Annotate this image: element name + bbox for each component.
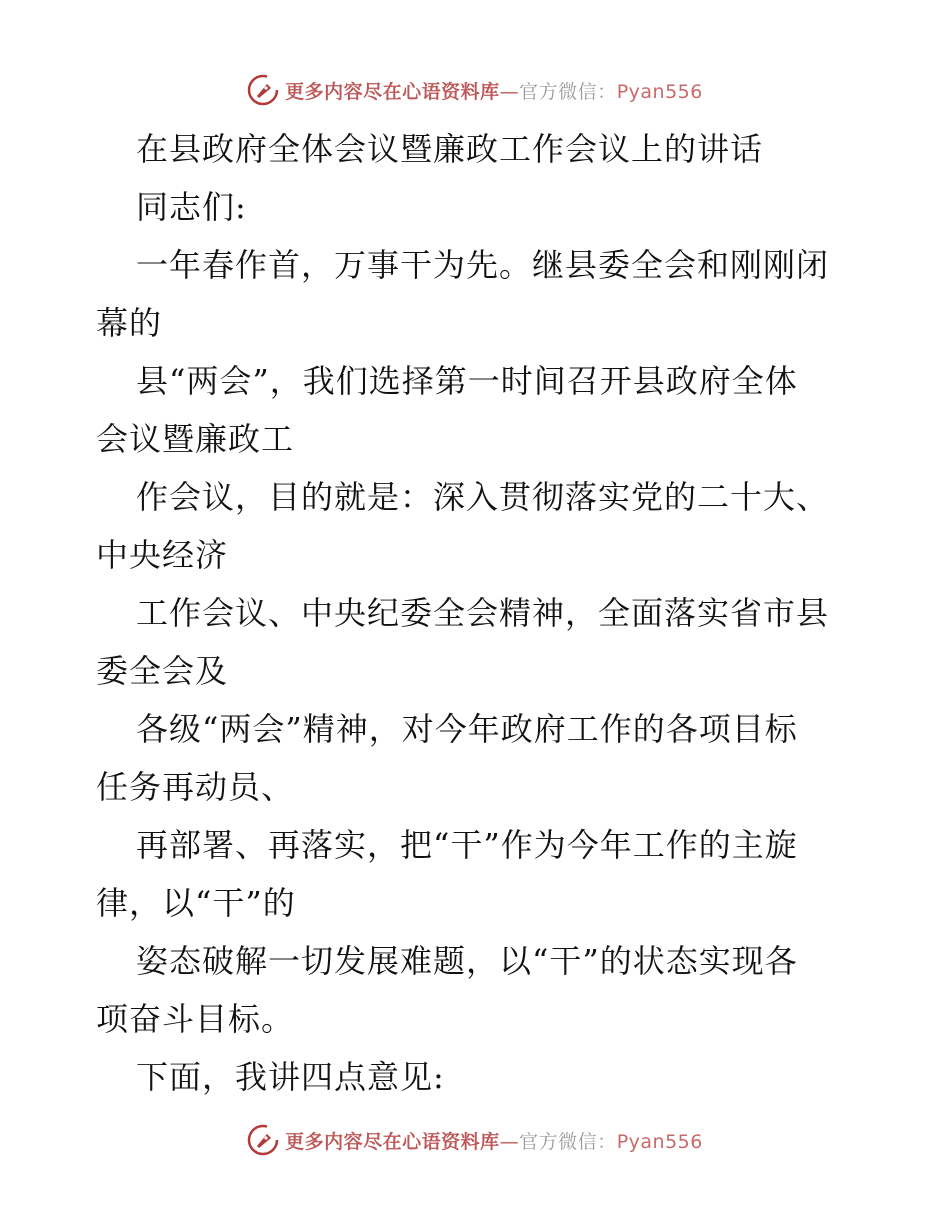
watermark-account: Pyan556 xyxy=(616,1130,703,1153)
watermark-row xyxy=(247,74,703,106)
pen-nib-logo-icon xyxy=(247,74,279,106)
watermark-wechat-label: 官方微信： xyxy=(519,80,617,103)
document-line: 会议暨廉政工 xyxy=(96,420,295,458)
watermark-wechat-label: 官方微信： xyxy=(519,1130,617,1153)
document-line: 委全会及 xyxy=(96,652,229,690)
footer-watermark-banner xyxy=(0,1120,950,1160)
watermark-dash: — xyxy=(499,1130,520,1153)
watermark-row xyxy=(247,1124,703,1156)
watermark-account: Pyan556 xyxy=(616,80,703,103)
watermark-brand: 更多内容尽在心语资料库 xyxy=(285,1130,500,1153)
header-watermark-banner xyxy=(0,70,950,110)
document-line: 任务再动员、 xyxy=(96,768,295,806)
document-line: 下面，我讲四点意见: xyxy=(136,1058,445,1096)
document-line: 作会议，目的就是：深入贯彻落实党的二十大、 xyxy=(136,478,830,516)
document-body xyxy=(96,120,856,1106)
document-line: 项奋斗目标。 xyxy=(96,1000,295,1038)
pen-nib-logo-icon xyxy=(247,1124,279,1156)
document-line: 中央经济 xyxy=(96,536,229,574)
document-line: 各级“两会”精神，对今年政府工作的各项目标 xyxy=(136,710,798,748)
document-title: 在县政府全体会议暨廉政工作会议上的讲话 xyxy=(136,130,764,168)
watermark-dash: — xyxy=(499,80,520,103)
document-line: 同志们: xyxy=(136,188,247,226)
watermark-text xyxy=(285,1127,703,1154)
watermark-brand: 更多内容尽在心语资料库 xyxy=(285,80,500,103)
document-line: 一年春作首，万事干为先。继县委全会和刚刚闭 xyxy=(136,246,830,284)
document-line: 律，以“干”的 xyxy=(96,884,296,922)
document-line: 姿态破解一切发展难题，以“干”的状态实现各 xyxy=(136,942,798,980)
document-line: 再部署、再落实，把“干”作为今年工作的主旋 xyxy=(136,826,798,864)
watermark-text xyxy=(285,77,703,104)
document-line: 县“两会”，我们选择第一时间召开县政府全体 xyxy=(136,362,798,400)
document-line: 工作会议、中央纪委全会精神，全面落实省市县 xyxy=(136,594,830,632)
document-line: 幕的 xyxy=(96,304,163,342)
